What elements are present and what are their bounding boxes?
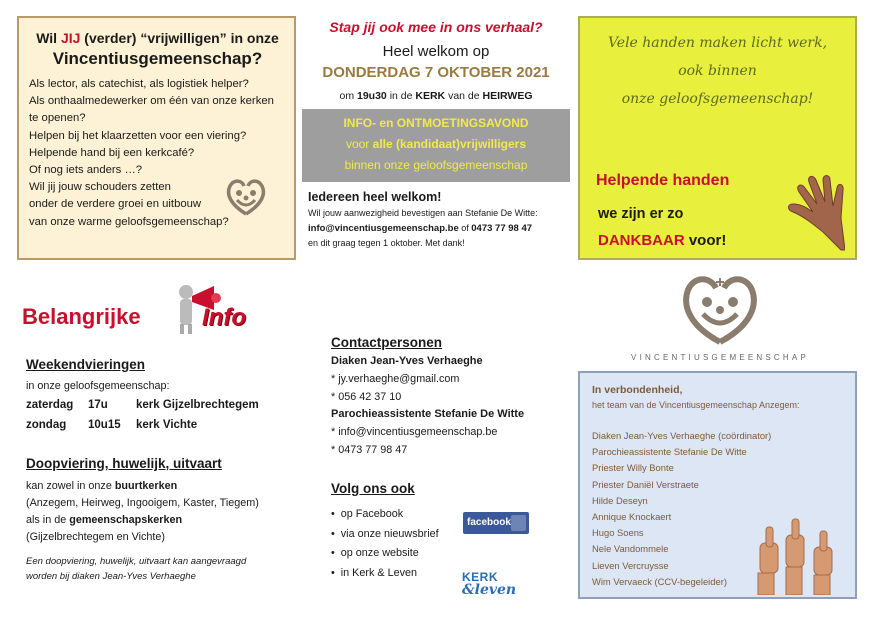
thumbs-up-hands-icon xyxy=(756,513,846,595)
follow-item-label: via onze nieuwsbrief xyxy=(340,527,439,540)
facebook-badge-label: facebook xyxy=(467,517,511,528)
team-member: Priester Daniël Verstraete xyxy=(592,478,699,490)
volunteer-line: van onze warme geloofsgemeenschap? xyxy=(29,215,229,228)
contact-1-name: Diaken Jean-Yves Verhaeghe xyxy=(331,355,483,367)
confirm-text: Wil jouw aanwezigheid bevestigen aan Stefanie De Witte: xyxy=(308,208,538,218)
follow-item-label: op Facebook xyxy=(340,508,404,520)
banner-line-2 xyxy=(302,134,570,155)
time-p3: van de xyxy=(445,90,483,102)
time-p2: in de xyxy=(386,90,416,102)
follow-item-label: in Kerk & Leven xyxy=(340,566,418,579)
helping-hands-box xyxy=(578,16,857,260)
volunteer-line: Of nog iets anders …? xyxy=(29,164,143,177)
important-info-header xyxy=(22,282,262,342)
doop-line-3 xyxy=(26,512,286,529)
belangrijke-word: Belangrijke xyxy=(22,304,141,329)
volunteer-line: Helpen bij het klaarzetten voor een viering? xyxy=(29,129,247,142)
doop-line-4: (Gijzelbrechtegem en Vichte) xyxy=(26,531,166,543)
kl-leven: &leven xyxy=(462,582,517,598)
org-name: VINCENTIUSGEMEENSCHAP xyxy=(631,353,809,362)
team-box xyxy=(578,371,857,599)
volunteer-call-subtitle: Vincentiusgemeenschap? xyxy=(52,49,263,68)
volunteer-line: te openen? xyxy=(29,112,86,125)
open-hand-icon xyxy=(783,172,845,252)
title-post: (verder) “vrijwilligen” in onze xyxy=(80,30,279,46)
volunteer-line: Als lector, als catechist, als logistiek helper? xyxy=(29,78,249,90)
banner-line-1: INFO- en ONTMOETINGSAVOND xyxy=(343,116,529,130)
doop-line-1b: buurtkerken xyxy=(114,480,178,492)
event-date: DONDERDAG 7 OKTOBER 2021 xyxy=(322,64,550,81)
team-member: Diaken Jean-Yves Verhaeghe (coördinator) xyxy=(592,430,772,441)
heart-family-logo-icon xyxy=(680,270,760,346)
weekend-intro: in onze geloofsgemeenschap: xyxy=(26,380,170,392)
info-word: Info xyxy=(202,304,246,331)
script-line-1: Vele handen maken licht werk, xyxy=(607,35,828,51)
confirm-deadline: en dit graag tegen 1 oktober. Met dank! xyxy=(308,238,465,248)
follow-item[interactable]: • in Kerk & Leven xyxy=(331,566,418,579)
doop-line-3b: gemeenschapskerken xyxy=(69,514,183,526)
confirm-contact xyxy=(302,221,570,236)
heart-family-logo-icon xyxy=(224,176,268,216)
time-kerk: KERK xyxy=(415,90,446,102)
event-time xyxy=(302,87,570,105)
schedule-time: 17u xyxy=(88,399,108,411)
contact-column xyxy=(331,333,571,583)
title-pre: Wil xyxy=(36,30,61,46)
event-highlight-banner xyxy=(302,109,570,182)
schedule-place: kerk Vichte xyxy=(136,419,198,431)
banner-line-2b: alle (kandidaat)vrijwilligers xyxy=(372,137,527,151)
follow-item-label: op onze website xyxy=(340,547,419,559)
banner-line-2a: voor xyxy=(345,137,373,151)
schedule-row xyxy=(26,415,286,435)
doop-line-3a: als in de xyxy=(26,514,70,526)
facebook-badge[interactable] xyxy=(463,512,529,534)
schedule-row xyxy=(26,395,286,415)
doop-line-1 xyxy=(26,478,286,495)
follow-item[interactable]: • op onze website xyxy=(331,547,419,559)
facebook-like-icon xyxy=(511,515,526,531)
team-title: In verbondenheid, xyxy=(592,384,683,396)
team-member: Parochieassistente Stefanie De Witte xyxy=(592,446,747,458)
team-member: Hugo Soens xyxy=(592,527,644,539)
banner-line-3: binnen onze geloofsgemeenschap xyxy=(344,158,528,172)
we-zijn-er-zo: we zijn er zo xyxy=(598,206,684,222)
doop-line-2: (Anzegem, Heirweg, Ingooigem, Kaster, Tiegem) xyxy=(26,497,259,509)
time-hour: 19u30 xyxy=(357,90,387,102)
volunteer-call-box xyxy=(17,16,296,260)
doop-title: Doopviering, huwelijk, uitvaart xyxy=(26,456,222,471)
kl-kerk: KERK xyxy=(462,570,499,584)
voor-word: voor! xyxy=(684,232,727,249)
kerk-en-leven-logo[interactable] xyxy=(462,571,522,597)
follow-item[interactable]: • via onze nieuwsbrief xyxy=(331,527,439,540)
follow-item[interactable]: • op Facebook xyxy=(331,508,404,520)
contact-2-name: Parochieassistente Stefanie De Witte xyxy=(331,408,525,420)
dankbaar-word: DANKBAAR xyxy=(598,232,685,249)
time-p1: om xyxy=(339,90,357,102)
time-place: HEIRWEG xyxy=(482,90,533,102)
team-member: Wim Vervaeck (CCV-begeleider) xyxy=(592,575,727,587)
confirm-phone: 0473 77 98 47 xyxy=(471,223,533,234)
volunteer-line: onder de verdere groei en uitbouw xyxy=(29,198,202,211)
contact-2-email[interactable]: * info@vincentiusgemeenschap.be xyxy=(331,426,498,438)
volunteer-call-title xyxy=(29,28,286,48)
script-line-2: ook binnen xyxy=(678,63,757,79)
event-announcement xyxy=(302,16,570,266)
script-line-3: onze geloofsgemeenschap! xyxy=(621,91,814,107)
doop-note-1: Een doopviering, huwelijk, uitvaart kan aangevraagd xyxy=(26,556,247,567)
everyone-welcome: Iedereen heel welkom! xyxy=(308,190,442,204)
volunteer-line: Helpende hand bij een kerkcafé? xyxy=(29,146,195,159)
team-member: Hilde Deseyn xyxy=(592,494,648,506)
volunteer-line: Wil jij jouw schouders zetten xyxy=(29,181,171,194)
confirm-of: of xyxy=(458,223,472,233)
schedule-time: 10u15 xyxy=(88,419,121,431)
team-member: Annique Knockaert xyxy=(592,511,672,523)
contact-2-phone: * 0473 77 98 47 xyxy=(331,444,408,456)
doop-line-1a: kan zowel in onze xyxy=(26,480,115,492)
team-member: Priester Willy Bonte xyxy=(592,462,674,474)
weekend-title: Weekendvieringen xyxy=(26,357,146,372)
doop-note-2: worden bij diaken Jean-Yves Verhaeghe xyxy=(26,571,196,582)
event-question: Stap jij ook mee in ons verhaal? xyxy=(329,19,543,35)
team-member: Nele Vandommele xyxy=(592,543,669,555)
contact-1-phone: * 056 42 37 10 xyxy=(331,391,402,403)
volunteer-line: Als onthaalmedewerker om één van onze kerken xyxy=(29,95,274,108)
confirm-email[interactable]: info@vincentiusgemeenschap.be xyxy=(308,223,459,234)
event-welcome: Heel welkom op xyxy=(382,43,490,60)
team-member: Lieven Vercruysse xyxy=(592,559,669,571)
contact-1-email[interactable]: * jy.verhaeghe@gmail.com xyxy=(331,373,460,385)
schedule-day: zaterdag xyxy=(26,399,74,411)
title-jij: JIJ xyxy=(60,30,81,46)
contact-title: Contactpersonen xyxy=(331,335,443,350)
follow-title: Volg ons ook xyxy=(331,481,415,496)
team-subtitle: het team van de Vincentiusgemeenschap Anzegem: xyxy=(592,400,800,410)
dankbaar-line xyxy=(598,232,726,249)
helpende-handen: Helpende handen xyxy=(596,172,730,189)
schedule-place: kerk Gijzelbrechtegem xyxy=(136,399,259,411)
info-left-column xyxy=(26,356,286,584)
schedule-day: zondag xyxy=(26,419,67,431)
